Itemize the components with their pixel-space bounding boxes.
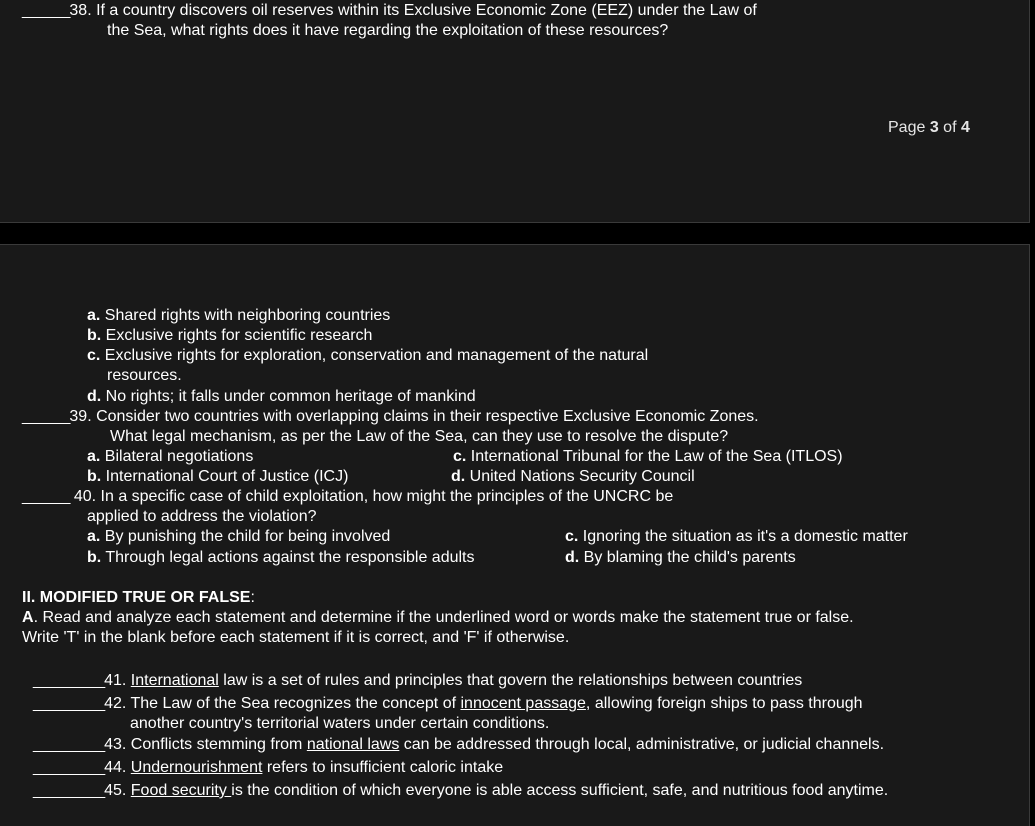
answer-blank: _________ (33, 759, 105, 776)
q40-option-a: a. By punishing the child for being involved (87, 528, 391, 545)
answer-blank: _________ (33, 695, 105, 712)
item-42: _________42. The Law of the Sea recognizes the concept of innocent passage, allowing foreign ships to pass through (33, 695, 863, 712)
page-number: Page 3 of 4 (888, 119, 970, 136)
question-39-line2: What legal mechanism, as per the Law of the Sea, can they use to resolve the dispute? (110, 428, 729, 445)
q40-option-c: c. Ignoring the situation as it's a domestic matter (565, 528, 908, 545)
underlined-term: national laws (306, 736, 400, 753)
answer-blank: ______ (22, 488, 70, 505)
item-42-line2: another country's territorial waters under certain conditions. (130, 715, 550, 732)
q39-option-c: c. International Tribunal for the Law of the Sea (ITLOS) (453, 448, 843, 465)
q39-option-d: d. United Nations Security Council (451, 468, 695, 485)
q39-option-a: a. Bilateral negotiations (87, 448, 254, 465)
answer-blank: ______ (22, 2, 70, 19)
underlined-term: International (130, 672, 219, 689)
underlined-term: Undernourishment (130, 759, 263, 776)
question-40 (22, 487, 673, 507)
underlined-term: Food security (130, 782, 232, 799)
question-text: 39. Consider two countries with overlapping claims in their respective Exclusive Economic Zones. (69, 408, 759, 425)
q38-option-c-line2: resources. (107, 367, 182, 384)
answer-blank: _________ (33, 782, 105, 799)
underlined-term: innocent passage (460, 695, 586, 712)
item-44: _________44. Undernourishment refers to insufficient caloric intake (33, 759, 504, 776)
q38-option-b: b. Exclusive rights for scientific research (87, 327, 373, 344)
answer-blank: _________ (33, 736, 105, 753)
section-heading: II. MODIFIED TRUE OR FALSE: (22, 589, 255, 606)
instructions-line2: Write 'T' in the blank before each statement if it is correct, and 'F' if otherwise. (22, 629, 570, 646)
item-43: _________43. Conflicts stemming from national laws can be addressed through local, administrative, or judicial channels. (33, 736, 885, 753)
item-41: _________41. International law is a set of rules and principles that govern the relationships between countries (33, 672, 803, 689)
question-40-line2: applied to address the violation? (87, 508, 317, 525)
answer-blank: _________ (33, 672, 105, 689)
answer-blank: ______ (22, 408, 70, 425)
q40-option-d: d. By blaming the child's parents (565, 549, 796, 566)
question-38 (22, 1, 757, 21)
instructions-line1: A. Read and analyze each statement and determine if the underlined word or words make the statement true or false. (22, 609, 854, 626)
question-text: 40. In a specific case of child exploitation, how might the principles of the UNCRC be (69, 488, 674, 505)
q38-option-a: a. Shared rights with neighboring countries (87, 307, 391, 324)
question-text: 38. If a country discovers oil reserves within its Exclusive Economic Zone (EEZ) under the Law of (69, 2, 757, 19)
q38-option-d: d. No rights; it falls under common heritage of mankind (87, 388, 476, 405)
q40-option-b: b. Through legal actions against the responsible adults (87, 549, 475, 566)
q38-option-c: c. Exclusive rights for exploration, conservation and management of the natural (87, 347, 649, 364)
question-39 (22, 407, 759, 427)
question-38-line2: the Sea, what rights does it have regarding the exploitation of these resources? (107, 22, 669, 39)
q39-option-b: b. International Court of Justice (ICJ) (87, 468, 349, 485)
item-45: _________45. Food security is the condition of which everyone is able access sufficient, safe, and nutritious food anytime. (33, 782, 889, 799)
